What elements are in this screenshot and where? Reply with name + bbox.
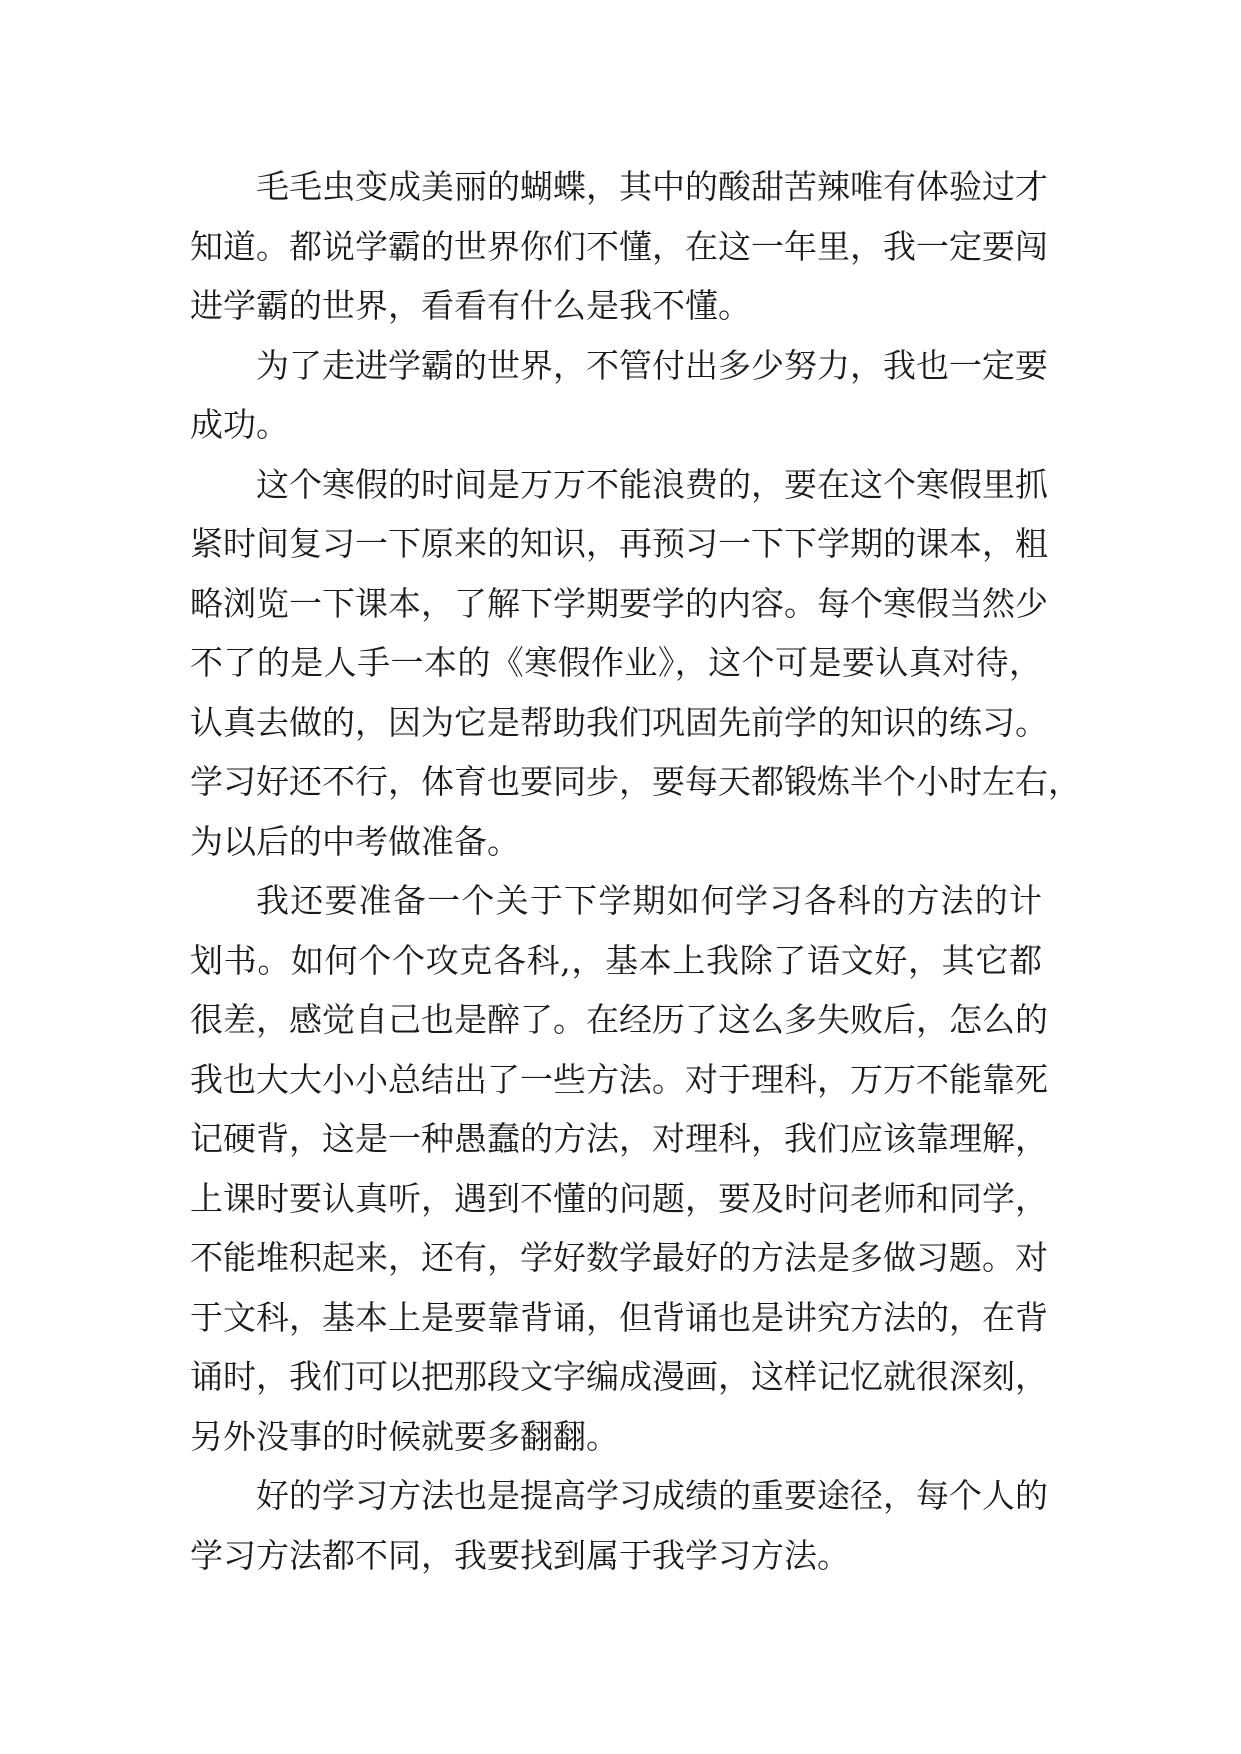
text-line: 于文科，基本上是要靠背诵，但背诵也是讲究方法的，在背 — [190, 1297, 1048, 1337]
paragraph-5 — [190, 1466, 1070, 1585]
text-line: 我也大大小小总结出了一些方法。对于理科，万万不能靠死 — [190, 1059, 1048, 1099]
text-line: 知道。都说学霸的世界你们不懂，在这一年里，我一定要闯 — [190, 226, 1048, 266]
text-line: 上课时要认真听，遇到不懂的问题，要及时问老师和同学， — [190, 1178, 1048, 1218]
paragraph-1 — [190, 157, 1070, 336]
text-line: 诵时，我们可以把那段文字编成漫画，这样记忆就很深刻， — [190, 1357, 1048, 1396]
text-line: 很差，感觉自己也是醉了。在经历了这么多失败后，怎么的 — [190, 1000, 1048, 1039]
text-line: 进学霸的世界，看看有什么是我不懂。 — [190, 286, 751, 325]
text-line: 紧时间复习一下原来的知识，再预习一下下学期的课本，粗 — [190, 524, 1048, 563]
document-body — [190, 157, 1081, 1585]
text-line: 这个寒假的时间是万万不能浪费的，要在这个寒假里抓 — [256, 464, 1048, 504]
paragraph-4 — [190, 871, 1070, 1466]
text-line: 记硬背，这是一种愚蠢的方法，对理科，我们应该靠理解， — [190, 1119, 1048, 1158]
text-line: 我还要准备一个关于下学期如何学习各科的方法的计 — [256, 881, 1042, 920]
text-line: 划书。如何个个攻克各科,，基本上我除了语文好，其它都 — [190, 940, 1042, 980]
text-line: 好的学习方法也是提高学习成绩的重要途径，每个人的 — [256, 1476, 1048, 1515]
text-line: 另外没事的时候就要多翻翻。 — [190, 1416, 619, 1456]
text-line: 学习好还不行，体育也要同步，要每天都锻炼半个小时左右， — [190, 762, 1081, 801]
text-line: 毛毛虫变成美丽的蝴蝶，其中的酸甜苦辣唯有体验过才 — [256, 167, 1048, 206]
text-line: 为了走进学霸的世界，不管付出多少努力，我也一定要 — [256, 345, 1048, 385]
text-line: 略浏览一下课本，了解下学期要学的内容。每个寒假当然少 — [190, 583, 1048, 623]
text-line: 不了的是人手一本的《寒假作业》，这个可是要认真对待， — [190, 643, 1042, 682]
text-line: 不能堆积起来，还有，学好数学最好的方法是多做习题。对 — [190, 1238, 1048, 1277]
text-line: 成功。 — [190, 405, 289, 444]
paragraph-3 — [190, 455, 1081, 872]
paragraph-2 — [190, 336, 1070, 455]
text-line: 学习方法都不同，我要找到属于我学习方法。 — [190, 1535, 850, 1575]
text-line: 为以后的中考做准备。 — [190, 821, 520, 861]
text-line: 认真去做的，因为它是帮助我们巩固先前学的知识的练习。 — [190, 702, 1048, 742]
